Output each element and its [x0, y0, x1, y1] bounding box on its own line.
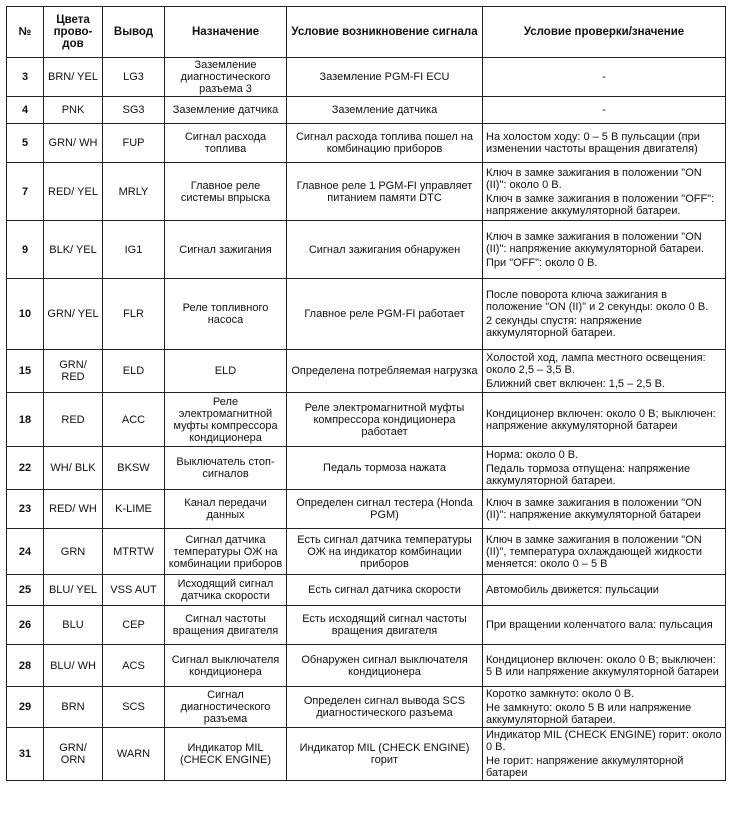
check-line: Ключ в замке зажигания в положении "ON (II)": напряжение аккумуляторной батареи.: [486, 230, 704, 255]
terminal-name: SCS: [103, 687, 165, 728]
pin-number: 26: [7, 606, 44, 645]
table-row: [7, 447, 726, 490]
check-condition: [483, 529, 726, 575]
check-condition: [483, 58, 726, 97]
check-condition: [483, 350, 726, 393]
check-condition: [483, 490, 726, 529]
purpose: Канал передачи данных: [165, 490, 287, 529]
wire-color: GRN/ YEL: [44, 279, 103, 350]
wire-color: GRN/ ORN: [44, 728, 103, 781]
check-line: Автомобиль движется: пульсации: [486, 584, 659, 596]
check-condition: [483, 606, 726, 645]
pin-number: 25: [7, 575, 44, 606]
wire-color: GRN: [44, 529, 103, 575]
wire-color: BLU: [44, 606, 103, 645]
table-row: [7, 163, 726, 221]
terminal-name: SG3: [103, 97, 165, 124]
pin-number: 22: [7, 447, 44, 490]
purpose: Сигнал расхода топлива: [165, 124, 287, 163]
check-line: Норма: около 0 В.: [486, 449, 579, 461]
pin-number: 15: [7, 350, 44, 393]
table-body: [7, 58, 726, 781]
signal-condition: Сигнал зажигания обнаружен: [287, 221, 483, 279]
terminal-name: VSS AUT: [103, 575, 165, 606]
terminal-name: FLR: [103, 279, 165, 350]
check-line: -: [602, 104, 606, 116]
check-condition: [483, 97, 726, 124]
header-purpose: Назначение: [165, 7, 287, 58]
purpose: Сигнал диагностического разъема: [165, 687, 287, 728]
terminal-name: LG3: [103, 58, 165, 97]
check-line: Холостой ход, лампа местного освещения: около 2,5 – 3,5 В.: [486, 352, 706, 376]
table-row: [7, 490, 726, 529]
terminal-name: IG1: [103, 221, 165, 279]
terminal-name: BKSW: [103, 447, 165, 490]
purpose: Реле электромагнитной муфты компрессора кондиционера: [165, 393, 287, 447]
terminal-name: ELD: [103, 350, 165, 393]
check-condition: [483, 575, 726, 606]
check-condition: [483, 279, 726, 350]
wire-color: BLK/ YEL: [44, 221, 103, 279]
signal-condition: Заземление PGM-FI ECU: [287, 58, 483, 97]
table-row: [7, 575, 726, 606]
check-condition: [483, 687, 726, 728]
table-row: [7, 529, 726, 575]
check-line: Ключ в замке зажигания в положении "ON (II)", температура охлаждающей жидкости меняется: около 0 – 5 В: [486, 533, 703, 570]
check-condition: [483, 728, 726, 781]
check-line: -: [602, 71, 606, 83]
pin-number: 9: [7, 221, 44, 279]
pin-number: 24: [7, 529, 44, 575]
pin-number: 23: [7, 490, 44, 529]
table-row: [7, 124, 726, 163]
purpose: Выключатель стоп-сигналов: [165, 447, 287, 490]
table-row: [7, 728, 726, 781]
header-wire-color: Цвета прово-дов: [44, 7, 103, 58]
signal-condition: Есть сигнал датчика температуры ОЖ на индикатор комбинации приборов: [287, 529, 483, 575]
purpose: ELD: [165, 350, 287, 393]
header-condition: Условие возникновение сигнала: [287, 7, 483, 58]
table-row: [7, 645, 726, 687]
signal-condition: Есть исходящий сигнал частоты вращения двигателя: [287, 606, 483, 645]
terminal-name: ACC: [103, 393, 165, 447]
pinout-table: [6, 6, 726, 781]
wire-color: BLU/ YEL: [44, 575, 103, 606]
terminal-name: MRLY: [103, 163, 165, 221]
signal-condition: Индикатор MIL (CHECK ENGINE) горит: [287, 728, 483, 781]
check-line: Индикатор MIL (CHECK ENGINE) горит: около 0 В.: [486, 729, 722, 753]
pin-number: 10: [7, 279, 44, 350]
table-row: [7, 350, 726, 393]
purpose: Сигнал выключателя кондиционера: [165, 645, 287, 687]
wire-color: RED/ YEL: [44, 163, 103, 221]
purpose: Заземление датчика: [165, 97, 287, 124]
signal-condition: Главное реле 1 PGM-FI управляет питанием памяти DTC: [287, 163, 483, 221]
check-line: Ключ в замке зажигания в положении "ON (II)": около 0 В.: [486, 166, 702, 191]
terminal-name: FUP: [103, 124, 165, 163]
table-row: [7, 221, 726, 279]
signal-condition: Педаль тормоза нажата: [287, 447, 483, 490]
header-check: Условие проверки/значение: [483, 7, 726, 58]
terminal-name: CEP: [103, 606, 165, 645]
table-row: [7, 393, 726, 447]
header-terminal: Вывод: [103, 7, 165, 58]
wire-color: RED/ WH: [44, 490, 103, 529]
purpose: Реле топливного насоса: [165, 279, 287, 350]
signal-condition: Реле электромагнитной муфты компрессора кондиционера работает: [287, 393, 483, 447]
check-condition: [483, 393, 726, 447]
signal-condition: Есть сигнал датчика скорости: [287, 575, 483, 606]
wire-color: BRN: [44, 687, 103, 728]
check-line: После поворота ключа зажигания в положение "ON (II)" и 2 секунды: около 0 В.: [486, 289, 709, 313]
signal-condition: Определен сигнал вывода SCS диагностического разъема: [287, 687, 483, 728]
check-line: Не замкнуто: около 5 В или напряжение аккумуляторной батареи.: [486, 702, 692, 726]
table-row: [7, 58, 726, 97]
check-line: На холостом ходу: 0 – 5 В пульсации (при изменении частоты вращения двигателя): [486, 131, 700, 155]
terminal-name: ACS: [103, 645, 165, 687]
wire-color: RED: [44, 393, 103, 447]
wire-color: GRN/ RED: [44, 350, 103, 393]
signal-condition: Главное реле PGM-FI работает: [287, 279, 483, 350]
check-condition: [483, 221, 726, 279]
wire-color: BRN/ YEL: [44, 58, 103, 97]
purpose: Заземление диагностического разъема 3: [165, 58, 287, 97]
check-condition: [483, 163, 726, 221]
check-line: При вращении коленчатого вала: пульсация: [486, 619, 713, 631]
purpose: Главное реле системы впрыска: [165, 163, 287, 221]
pin-number: 28: [7, 645, 44, 687]
table-row: [7, 687, 726, 728]
purpose: Сигнал датчика температуры ОЖ на комбинации приборов: [165, 529, 287, 575]
check-line: Кондиционер включен: около 0 В; выключен: напряжение аккумуляторной батареи: [486, 407, 716, 432]
check-condition: [483, 447, 726, 490]
check-line: При "OFF": около 0 В.: [486, 256, 598, 269]
signal-condition: Сигнал расхода топлива пошел на комбинацию приборов: [287, 124, 483, 163]
check-line: Ключ в замке зажигания в положении "OFF": напряжение аккумуляторной батареи.: [486, 192, 715, 217]
purpose: Сигнал зажигания: [165, 221, 287, 279]
signal-condition: Обнаружен сигнал выключателя кондиционера: [287, 645, 483, 687]
check-line: Не горит: напряжение аккумуляторной батареи: [486, 755, 684, 779]
pin-number: 3: [7, 58, 44, 97]
purpose: Исходящий сигнал датчика скорости: [165, 575, 287, 606]
purpose: Сигнал частоты вращения двигателя: [165, 606, 287, 645]
pin-number: 7: [7, 163, 44, 221]
signal-condition: Определен сигнал тестера (Honda PGM): [287, 490, 483, 529]
wire-color: WH/ BLK: [44, 447, 103, 490]
check-line: Ключ в замке зажигания в положении "ON (II)": напряжение аккумуляторной батареи: [486, 497, 702, 521]
pin-number: 29: [7, 687, 44, 728]
wire-color: BLU/ WH: [44, 645, 103, 687]
check-line: Ближний свет включен: 1,5 – 2,5 В.: [486, 378, 666, 390]
check-line: Педаль тормоза отпущена: напряжение аккумуляторной батареи.: [486, 463, 691, 487]
check-condition: [483, 645, 726, 687]
table-row: [7, 606, 726, 645]
pin-number: 4: [7, 97, 44, 124]
check-condition: [483, 124, 726, 163]
check-line: Коротко замкнуто: около 0 В.: [486, 688, 635, 700]
header-no: №: [7, 7, 44, 58]
pin-number: 18: [7, 393, 44, 447]
check-line: 2 секунды спустя: напряжение аккумуляторной батареи.: [486, 315, 643, 339]
pin-number: 5: [7, 124, 44, 163]
check-line: Кондиционер включен: около 0 В; выключен: 5 В или напряжение аккумуляторной батареи: [486, 653, 719, 678]
signal-condition: Заземление датчика: [287, 97, 483, 124]
pin-number: 31: [7, 728, 44, 781]
wire-color: GRN/ WH: [44, 124, 103, 163]
signal-condition: Определена потребляемая нагрузка: [287, 350, 483, 393]
wire-color: PNK: [44, 97, 103, 124]
table-row: [7, 279, 726, 350]
terminal-name: K-LIME: [103, 490, 165, 529]
table-header: [7, 7, 726, 58]
purpose: Индикатор MIL (CHECK ENGINE): [165, 728, 287, 781]
terminal-name: MTRTW: [103, 529, 165, 575]
table-row: [7, 97, 726, 124]
terminal-name: WARN: [103, 728, 165, 781]
